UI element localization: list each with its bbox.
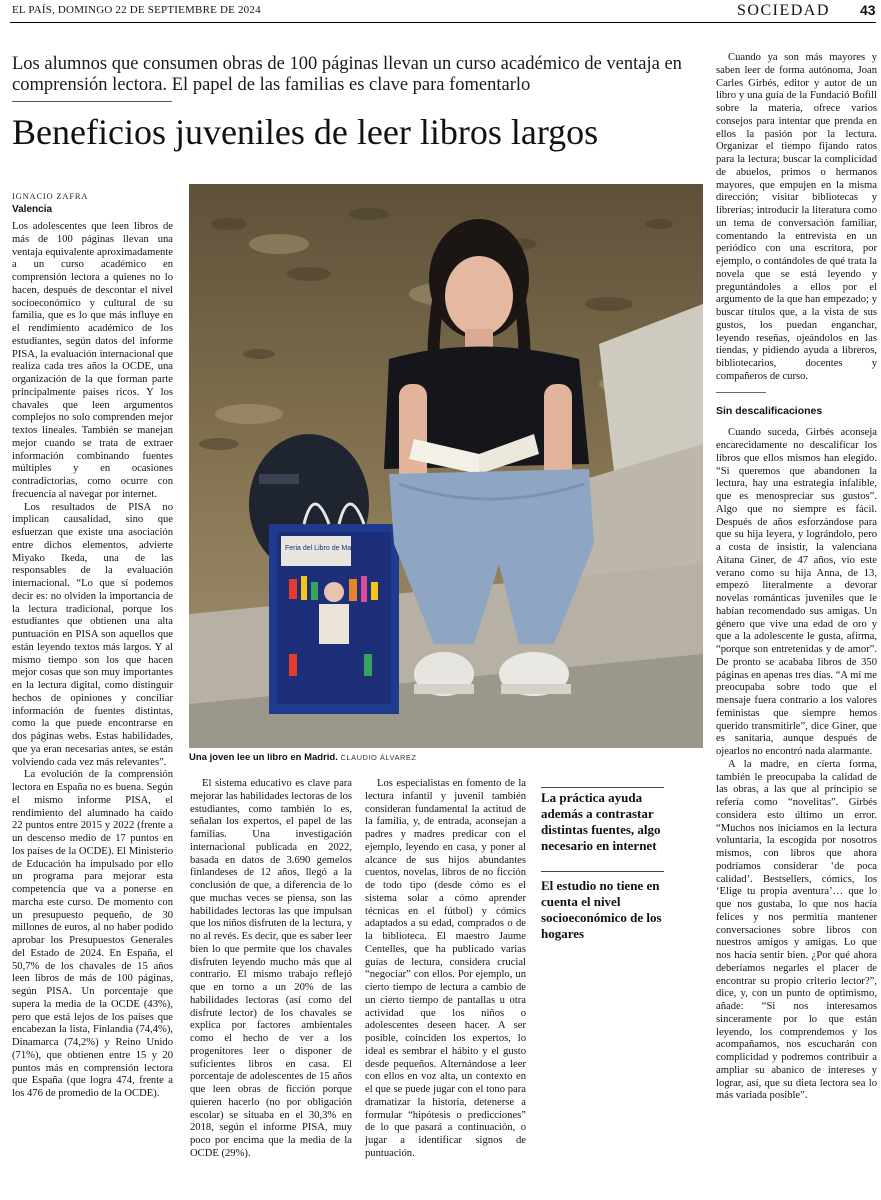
body-paragraph: Cuando suceda, Girbés aconseja encarecidamente no descalificar los libros que ellos mismos han elegido. “Si queremos que abandonen la lectura, hay una estrategia infalible, que es menospreciar sus gustos”. Algo que no siempre es fácil. Después de años esforzándose para que su hija leyera, y lográndolo, pero a costa de insistir, la valenciana Aitana Giner, de 47 años, vio este verano como su hija Anna, de 13, empezó literalmente a devorar novelas románticas juveniles que le habían recomendado sus amigas. Un género que vive una edad de oro y que a la adolescente le gusta, afirma, “porque son entretenidas y de amor”. De pronto se acababa libros de 350 páginas en apenas tres días. “A mí me preocupaba sobre todo que el mensaje fuera contrario a los valores feministas que siempre hemos querido transmitirle”, dice Giner, que es sanitaria, aunque después de ojearlos no encontró nada alarmante.: [716, 427, 877, 757]
article-photo: [189, 184, 703, 748]
body-column-right: [716, 52, 877, 1103]
body-column-1: [12, 221, 173, 1101]
author-byline: IGNACIO ZAFRA: [12, 191, 89, 201]
photo-credit: CLAUDIO ÁLVAREZ: [340, 753, 417, 762]
body-paragraph: Los especialistas en fomento de la lectura infantil y juvenil también consideran fundamental la actitud de la familia, y, de entrada, aconsejan a padres y madres predicar con el ejemplo, leyendo en casa, y poner al alcance de sus hijos abundantes cuentos, novelas, libros de no ficción de todo tipo (desde cómo es el sistema solar a cómo aprender técnicas en el fútbol) y cómics adaptados a su edad, comprados o de la biblioteca. El maestro Jaume Centelles, que ha publicado varias guías de lectura, considera crucial “negociar” con ellos. Por ejemplo, un cierto tiempo de lectura a cambio de un cierto tiempo de pantallas u otra actividad que los niños o adolescentes deseen hacer. A ser posible, coinciden los expertos, lo ideal es sembrar el hábito y el gusto desde pequeños. Alternándose a leer con ellos en voz alta, un contexto en el que se puede jugar con el tono para dramatizar la historia, detenerse a formular “hipótesis o predicciones” de lo que pasará a continuación, o jugar a identificar signos de puntuación.: [365, 778, 526, 1159]
body-column-2: [190, 778, 352, 1161]
article-subtitle: Los alumnos que consumen obras de 100 páginas llevan un curso académico de ventaja en comprensión lectora. El papel de las familias es clave para fomentarlo: [12, 54, 682, 95]
header-divider: [10, 22, 876, 23]
body-paragraph: Cuando ya son más mayores y saben leer de forma autónoma, Joan Carles Girbés, editor y autor de un libro y una guía de la Fundació Bofill sobre la materia, ofrece varios consejos para intentar que prenda en ellos la pasión por la lectura. Organizar el tiempo fijando ratos para la lectura; buscar la complicidad de abuelos, primos o hermanos mayores, que empujen en la misma dirección; visitar bibliotecas y librerías; introducir la literatura como un tema de conversación familiar, comentando la entrevista en un periódico con una escritora, por ejemplo, o contándoles de qué trata la novela que se está leyendo y preguntándoles a ellos por el argumento de la que han empezado; y buscar títulos que, a la vista de sus gustos, los puedan enganchar, leyendo reseñas, ojeándolos en las tiendas, y pidiendo ayuda a libreros, bibliotecarios, docentes y compañeros de curso.: [716, 52, 877, 382]
caption-text: Una joven lee un libro en Madrid.: [189, 752, 338, 763]
page-number: 43: [860, 2, 876, 18]
newspaper-dateline: EL PAÍS, DOMINGO 22 DE SEPTIEMBRE DE 2024: [12, 4, 261, 16]
photo-caption: [189, 752, 703, 763]
body-column-3: [365, 778, 526, 1161]
pull-quote-2: El estudio no tiene en cuenta el nivel socioeconómico de los hogares: [541, 878, 662, 941]
body-paragraph: Los resultados de PISA no implican causalidad, sino que esfuerzan que existe una asociación entre dichos elementos, advierte Miyako Ikeda, una de las responsables de la evaluación internacional. “Lo que sí podemos decir es: no olviden la importancia de la lectura tradicional, porque los estudiantes que obtienen una alta puntuación en PISA son aquellos que están leyendo textos más largos. Y al mismo tiempo son los que hacen mejor cosas que son muy importantes en la lectura digital, como distinguir hechos de opiniones y conciliar información de fuentes distintas, como la que puede encontrarse en dos páginas webs. Estas habilidades, que ya eran necesarias antes, se están volviendo cada vez más relevantes”.: [12, 501, 173, 768]
photo-illustration: [189, 184, 703, 748]
section-name: SOCIEDAD: [737, 2, 830, 19]
body-paragraph: El sistema educativo es clave para mejorar las habilidades lectoras de los estudiantes, como también lo es, señalan los expertos, el papel de las familias. Una investigación internacional publicada en 2022, basada en datos de 3.690 gemelos finlandeses de 12 años, llegó a la conclusión de que, a diferencia de lo que muchas veces se piensa, son las habilidades lectoras las que impulsan que los niños disfruten de la lectura, y no al revés. Es decir, que es saber leer bien lo que permite que los chavales disfruten leyendo mucho más que al contrario. El mismo trabajo reflejó que en torno a un 20% de las habilidades lectoras (así como del disfrute lector) de los chavales se explica por factores ambientales como el hecho de ver a los progenitores leer o disponer de suficientes libros en casa. El porcentaje de adolescentes de 15 años que leen obras de ficción porque quieren hacerlo (no por obligación escolar) se situaba en el 30,3% en 2018, según el informe PISA, muy poco por encima que la media de la OCDE (29%).: [190, 778, 352, 1159]
pull-quote-divider: [541, 871, 664, 872]
bag-text: Feria del Libro de Madrid: [285, 545, 363, 552]
body-paragraph: Los adolescentes que leen libros de más de 100 páginas llevan una ventaja equivalente aproximadamente a un curso académico en comprensión lectora a quienes no lo hacen, después de descontar el nivel socioeconómico y cultural de su familia, que es lo que más influye en el rendimiento académico de los estudiantes, según datos del informe PISA, la evaluación internacional que realiza cada tres años la OCDE, una organización de la que forman parte principalmente países ricos. Y los chavales que leen argumentos complejos no solo comprenden mejor textos lineales. También se manejan mejor cuando se trata de extraer información combinando fuentes múltiples y en ocasiones contradictorias, como ocurre con frecuencia al navegar por internet.: [12, 221, 173, 500]
subhead-divider: [716, 392, 766, 393]
subtitle-divider: [12, 101, 172, 102]
pull-quote-1: La práctica ayuda además a contrastar distintas fuentes, algo necesario en internet: [541, 790, 661, 853]
body-paragraph: La evolución de la comprensión lectora en España no es buena. Según el mismo informe PISA, el rendimiento del alumnado ha caído 22 puntos entre 2015 y 2022 (frente a un descenso medio de 17 puntos en los países de la OCDE). El Ministerio de Educación ha impulsado por ello un programa para mejorar esta competencia que va a ponerse en marcha este curso. De momento con un presupuesto pequeño, de 30 millones de euros, al no haber podido aprobar los Presupuestos Generales del Estado de 2024. En España, el 50,7% de los chavales de 15 años leen libros de más de 100 páginas, según PISA. Un porcentaje que supera la media de la OCDE (43%), pero que está lejos de los países que encabezan la lista, Finlandia (74,4%), Dinamarca (74,2%) y Reino Unido (71%), que obtienen entre 15 y 20 puntos más en comprensión lectora que España (que logra 474, frente a los 476 de promedio de la OCDE).: [12, 769, 173, 1099]
pull-quote-divider: [541, 787, 664, 788]
body-paragraph: A la madre, en cierta forma, también le preocupaba la calidad de las obras, a las que al principio se refería como “novelitas”. Girbés considera esto último un error. “Muchos nos iniciamos en la lectura voluntaria, la escogida por nosotros mismos, con libros que ahora podríamos considerar ‘de poca calidad’. Bestsellers, cómics, los ‘Elige tu propia aventura’… que lo que nos gustaba, lo que nos hacía felices y nos permitía mantener conversaciones sobre libros con nuestros amigos y amigas. Lo que nos hacía sentir bien. ¿Por qué ahora deberíamos negarles el placer de encontrar su propio criterio lector?”, dice, y, con un punto de optimismo, añade: “Si nos interesamos sinceramente por lo que están leyendo, los comprendemos y los acompañamos, nos escucharán con complicidad y podremos contribuir a ampliar su abanico de intereses y lograr, así, que su dieta lectora sea lo más variada posible”.: [716, 758, 877, 1102]
dateline-location: Valencia: [12, 204, 53, 215]
section-subhead: Sin descalificaciones: [716, 404, 823, 417]
article-headline: Beneficios juveniles de leer libros largos: [12, 112, 599, 152]
